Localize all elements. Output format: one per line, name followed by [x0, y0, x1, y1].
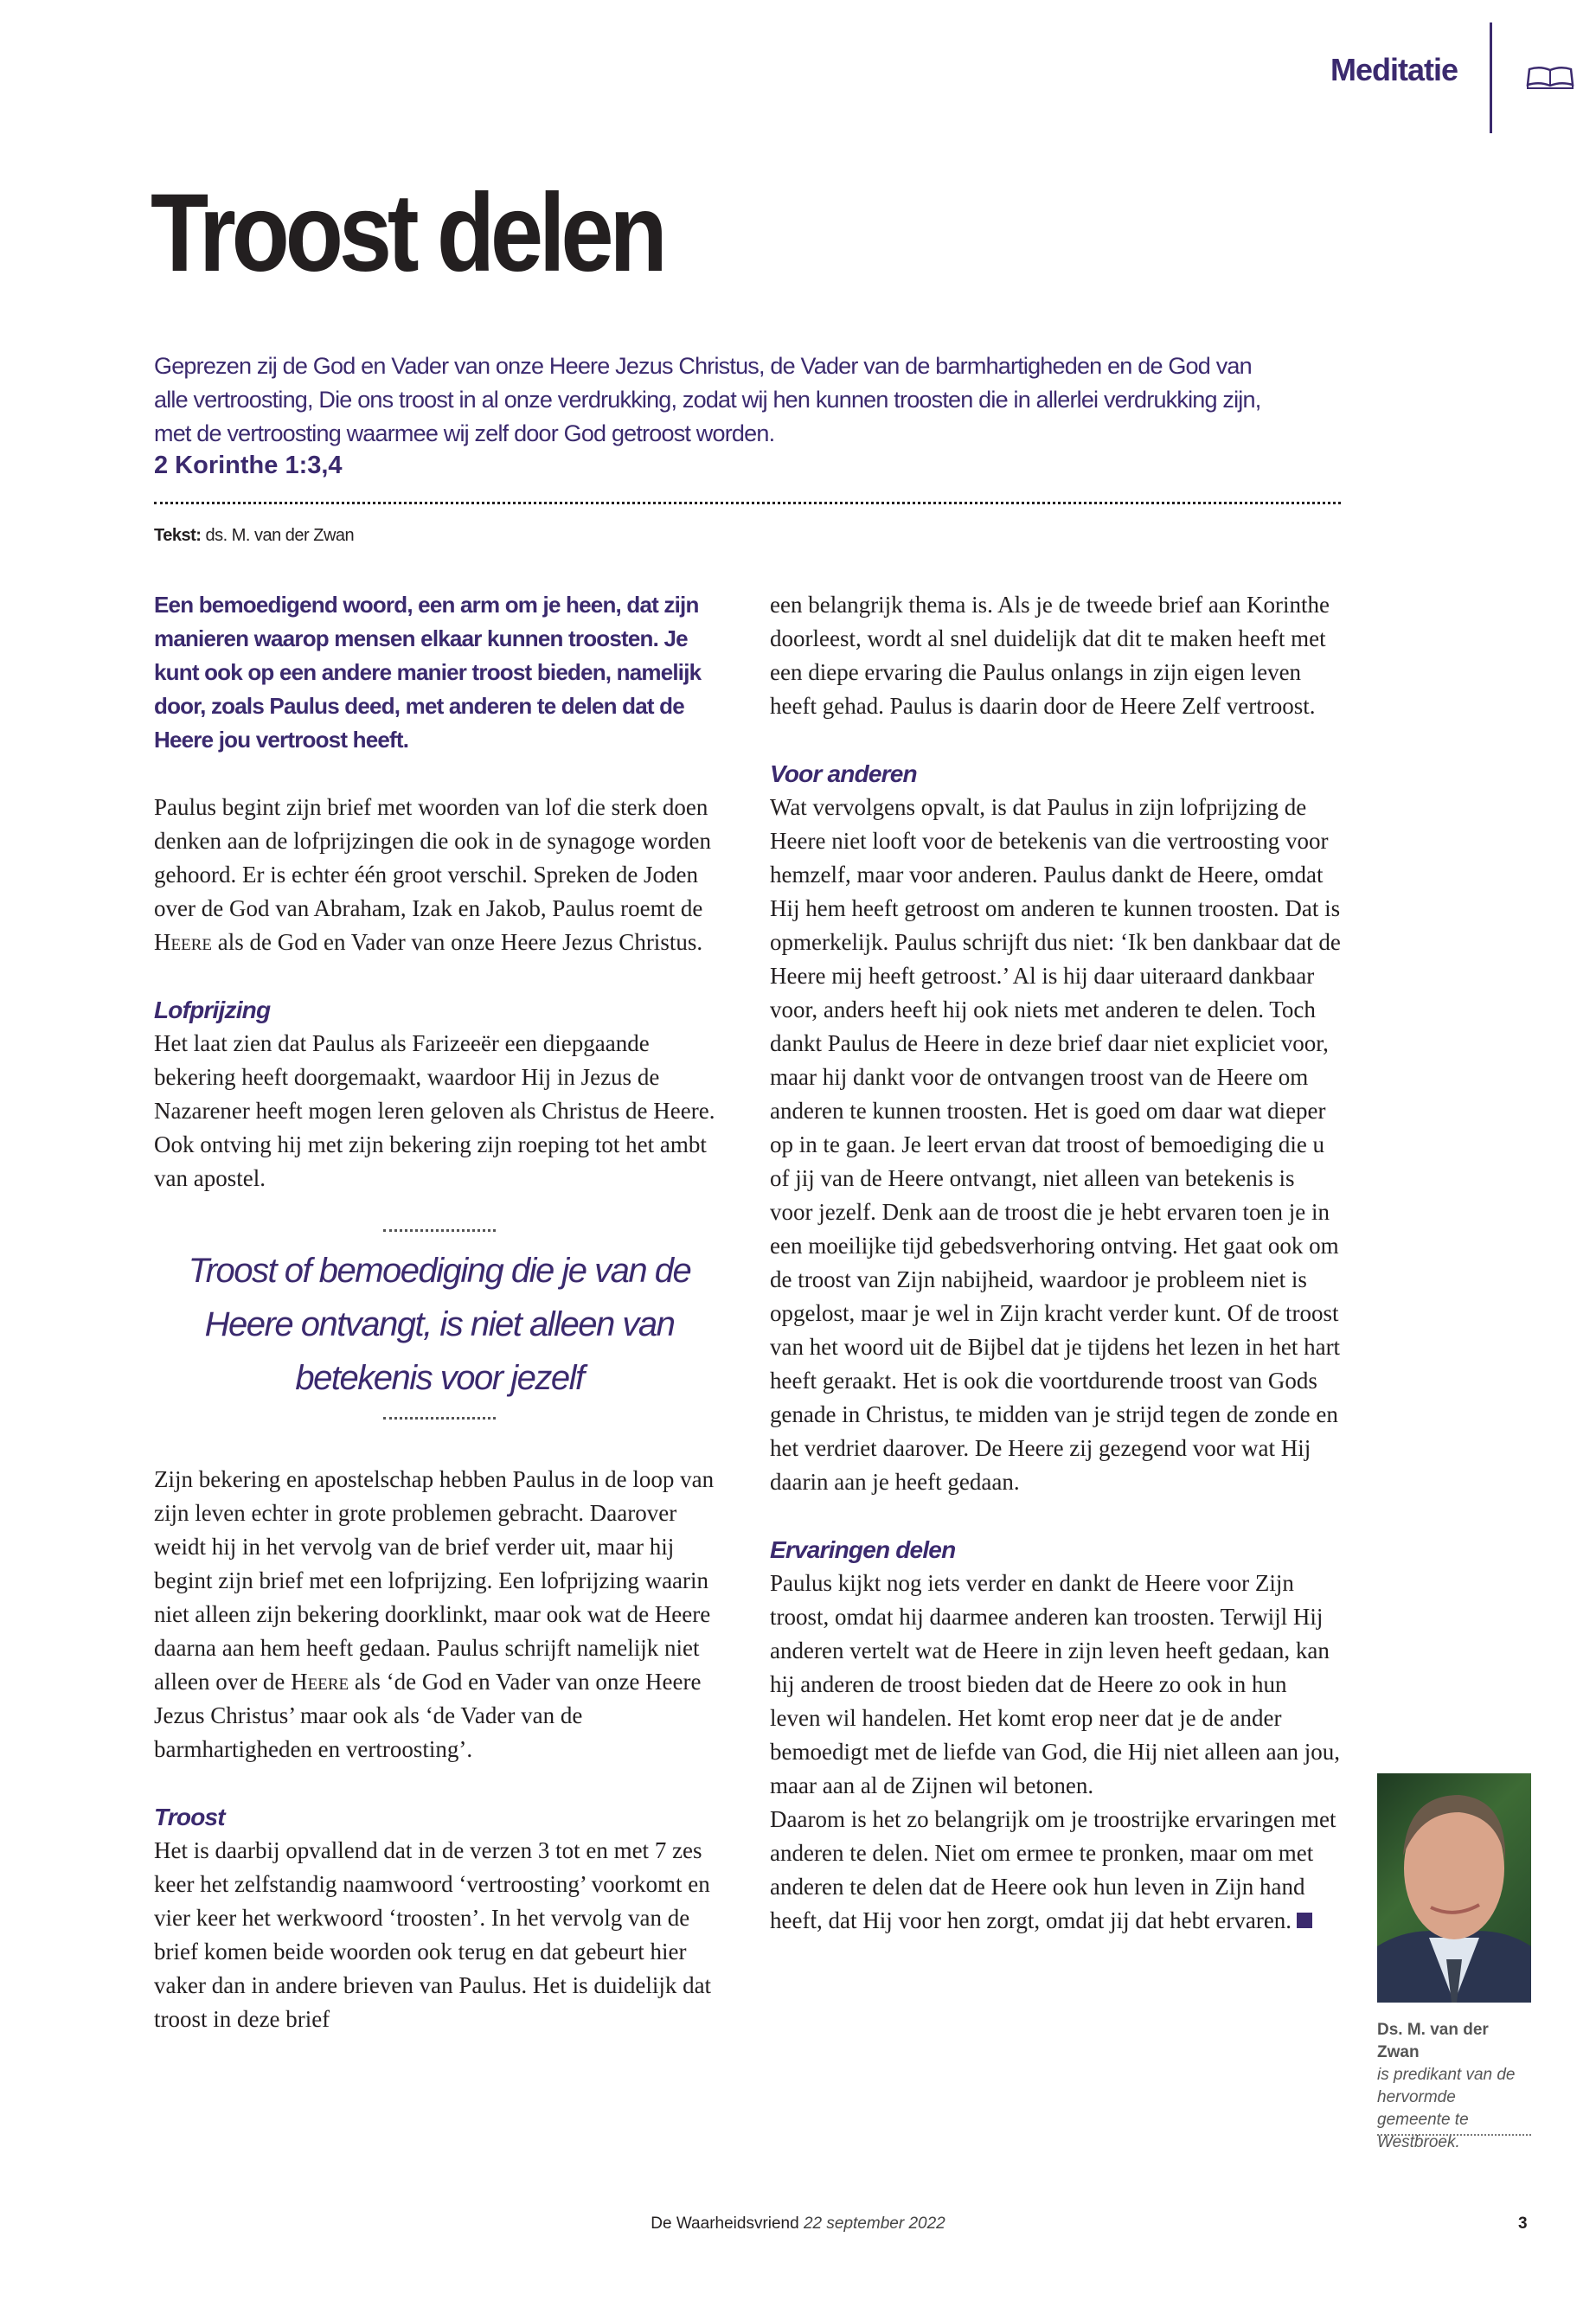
- subheading: Ervaringen delen: [770, 1536, 956, 1563]
- text: Zijn bekering en apostelschap hebben Paulus in de loop van zijn leven echter in grote problemen gebracht. Daarover weidt hij in het vervolg van de brief verder uit, maar hij begint zijn brief met een lofprijzing. Een lofprijzing waarin niet alleen zijn bekering doorklinkt, maar ook wat de Heere daarna aan hem heeft gedaan. Paulus schrijft namelijk niet alleen over de: [154, 1466, 715, 1695]
- body-paragraph: [154, 1463, 725, 1766]
- end-mark-icon: [1297, 1913, 1312, 1928]
- text: Heere: [291, 1669, 349, 1695]
- divider: [1377, 2134, 1531, 2136]
- subheading: Troost: [154, 1804, 225, 1830]
- body-paragraph: Paulus kijkt nog iets verder en dankt de Heere voor Zijn troost, omdat hij daarmee anderen kan troosten. Terwijl Hij anderen vertelt wat de Heere in zijn leven heeft gedaan, kan hij anderen de troost bieden dat de Heere zo ook in hun leven wil handelen. Het komt erop neer dat je de ander bemoedigt met de liefde van God, die Hij niet alleen aan jou, maar aan al de Zijnen wil betonen.: [770, 1570, 1341, 1798]
- section-label: Meditatie: [1330, 52, 1458, 87]
- author-label: Tekst:: [154, 526, 202, 545]
- publication-name: De Waarheidsvriend: [651, 2214, 799, 2233]
- body-paragraph: Wat vervolgens opvalt, is dat Paulus in zijn lofprijzing de Heere niet looft voor de betekenis van die vertroosting voor hemzelf, maar voor anderen. Paulus dankt de Heere, omdat Hij hem heeft getroost om anderen te kunnen troosten. Dat is opmerkelijk. Paulus schrijft dus niet: ‘Ik ben dankbaar dat de Heere mij heeft getroost.’ Al is hij daar uiteraard dankbaar voor, anders heeft hij ook niets met anderen te delen. Toch dankt Paulus de Heere in deze brief daar niet expliciet voor, maar hij dankt voor de ontvangen troost van de Heere om anderen te kunnen troosten. Het is goed om daar wat dieper op in te gaan. Je leert ervan dat troost of bemoediging die u of jij van de Heere ontvangt, niet alleen van betekenis is voor jezelf. Denk aan de troost die je hebt ervaren toen je in een moeilijke tijd gebedsverhoring ontving. Het gaat ook om de troost van Zijn nabijheid, waardoor je probleem niet is opgelost, maar je wel in Zijn kracht verder kunt. Of de troost van het woord uit de Bijbel dat je tijdens het lezen in het hart heeft geraakt. Het is ook die voortdurende troost van Gods genade in Christus, te midden van je strijd tegen de zonde en het verdriet daarover. De Heere zij gezegend voor wat Hij daarin aan je heeft gedaan.: [770, 794, 1341, 1495]
- lead-paragraph: Een bemoedigend woord, een arm om je heen, dat zijn manieren waarop mensen elkaar kunnen troosten. Je kunt ook op een andere manier troost bieden, namelijk door, zoals Paulus deed, met anderen te delen dat de Heere jou vertroost heeft.: [154, 592, 702, 753]
- open-book-icon: [1526, 64, 1574, 90]
- author-photo: [1377, 1773, 1531, 2003]
- verse-reference: 2 Korinthe 1:3,4: [154, 452, 343, 479]
- body-paragraph: [154, 791, 725, 959]
- publication-date: 22 september 2022: [803, 2214, 945, 2233]
- page-title: Troost delen: [151, 171, 663, 295]
- text: als de God en Vader van onze Heere Jezus Christus.: [212, 929, 703, 955]
- author-name: ds. M. van der Zwan: [205, 526, 355, 545]
- left-column: [154, 588, 725, 2070]
- bio-text: is predikant van de hervormde gemeente te Westbroek.: [1377, 2066, 1516, 2151]
- page-number: 3: [1518, 2214, 1528, 2233]
- body-paragraph: Het is daarbij opvallend dat in de verzen 3 tot en met 7 zes keer het zelfstandig naamwoord ‘vertroosting’ voorkomt en vier keer het werkwoord ‘troosten’. In het vervolg van de brief komen beide woorden ook terug en dat gebeurt hier vaker dan in andere brieven van Paulus. Het is duidelijk dat troost in deze brief: [154, 1837, 712, 2032]
- divider: [383, 1417, 496, 1420]
- divider: [154, 502, 1341, 504]
- divider: [383, 1229, 496, 1232]
- bible-verse: Geprezen zij de God en Vader van onze Heere Jezus Christus, de Vader van de barmhartigheden en de God van alle vertroosting, Die ons troost in al onze verdrukking, zodat wij hen kunnen troosten die in allerlei verdrukking zijn, met de vertroosting waarmee wij zelf door God getroost worden.: [154, 353, 1261, 446]
- pull-quote: Troost of bemoediging die je van de Heere ontvangt, is niet alleen van betekenis voor jezelf: [188, 1252, 691, 1397]
- body-paragraph: een belangrijk thema is. Als je de tweede brief aan Korinthe doorleest, wordt al snel duidelijk dat dit te maken heeft met een diepe ervaring die Paulus onlangs in zijn eigen leven heeft gehad. Paulus is daarin door de Heere Zelf vertroost.: [770, 592, 1330, 719]
- header-divider: [1490, 22, 1492, 133]
- text: Paulus begint zijn brief met woorden van lof die sterk doen denken aan de lofprijzingen die ook in de synagoge worden gehoord. Er is echter één groot verschil. Spreken de Joden over de God van Abraham, Izak en Jakob, Paulus roemt de: [154, 794, 712, 921]
- text: Daarom is het zo belangrijk om je troostrijke ervaringen met anderen te delen. Niet om ermee te pronken, maar om met anderen te delen dat de Heere ook hun leven in Zijn hand heeft, dat Hij voor hen zorgt, omdat jij dat hebt ervaren.: [770, 1806, 1336, 1933]
- portrait-image: [1377, 1773, 1531, 2003]
- subheading: Lofprijzing: [154, 997, 271, 1023]
- author-credit: [154, 526, 354, 546]
- body-paragraph: [770, 1803, 1341, 1938]
- text: Heere: [154, 929, 212, 955]
- footer: [0, 2214, 1596, 2234]
- text: als ‘de God en Vader van onze Heere Jezus Christus’ maar ook als ‘de Vader van de barmhartigheden en vertroosting’.: [154, 1669, 702, 1762]
- right-column: [770, 588, 1341, 1971]
- subheading: Voor anderen: [770, 760, 917, 787]
- bio-name: Ds. M. van der Zwan: [1377, 2021, 1489, 2061]
- body-paragraph: Het laat zien dat Paulus als Farizeeër een diepgaande bekering heeft doorgemaakt, waardoor Hij in Jezus de Nazarener heeft mogen leren geloven als Christus de Heere. Ook ontving hij met zijn bekering zijn roeping tot het ambt van apostel.: [154, 1030, 715, 1191]
